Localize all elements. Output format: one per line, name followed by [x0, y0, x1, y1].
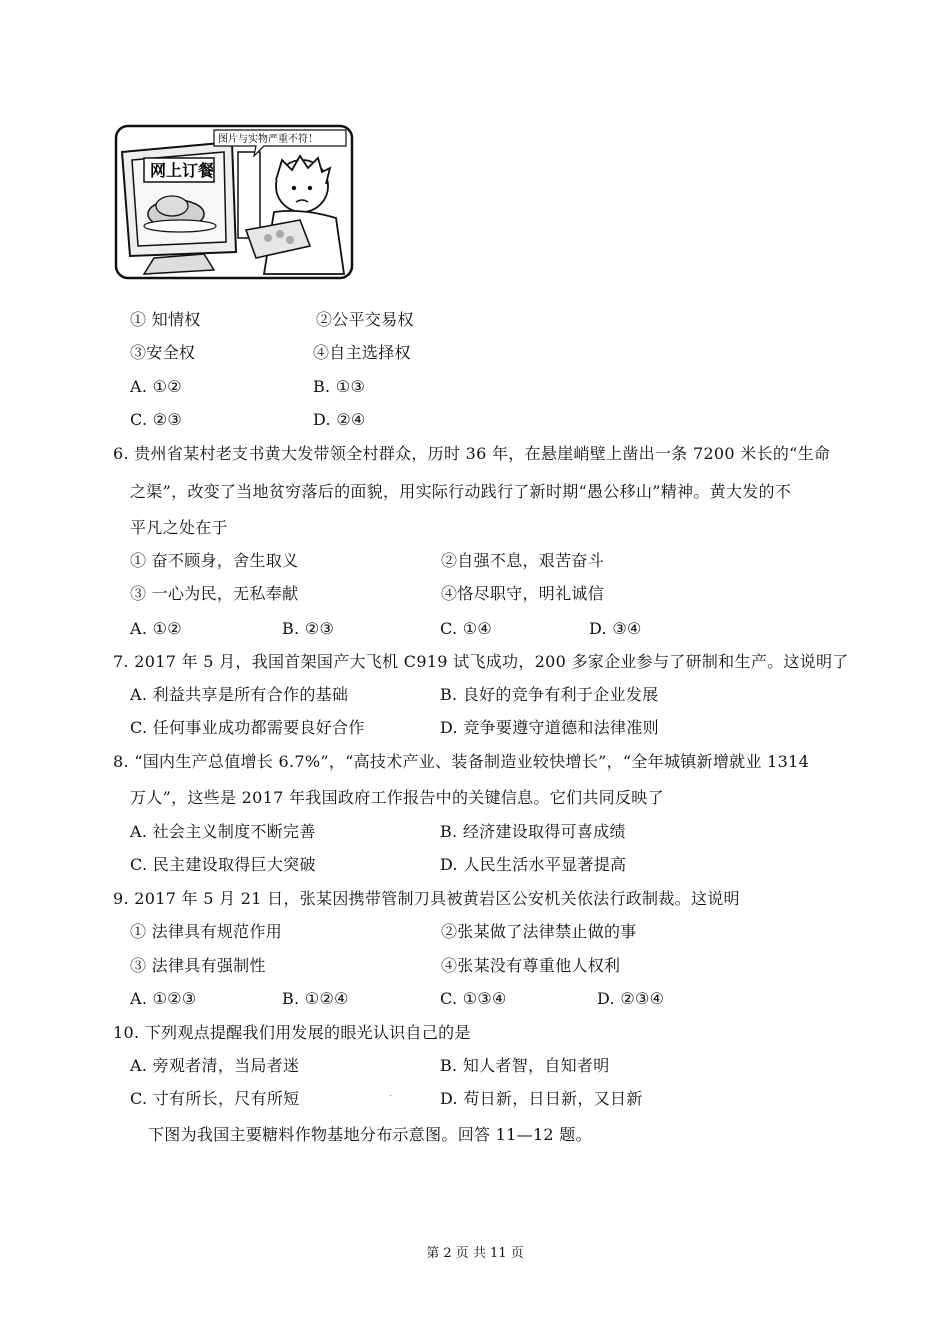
cartoon-illustration — [114, 124, 354, 280]
page-footer: 第 2 页 共 11 页 — [426, 1246, 524, 1261]
q6-choice-c: C. ①④ — [440, 619, 493, 638]
q9-option-2: ②张某做了法律禁止做的事 — [441, 922, 637, 941]
q6-option-3: ③ 一心为民，无私奉献 — [130, 584, 299, 603]
q7-choice-b: B. 良好的竞争有利于企业发展 — [440, 685, 659, 704]
q5-choice-d: D. ②④ — [313, 410, 366, 429]
q9-choice-a: A. ①②③ — [130, 989, 197, 1008]
q8-choice-b: B. 经济建设取得可喜成绩 — [440, 822, 626, 841]
q6-option-1: ① 奋不顾身，舍生取义 — [130, 551, 299, 570]
q8-choice-d: D. 人民生活水平显著提高 — [440, 855, 627, 874]
intro-11-12: 下图为我国主要糖料作物基地分布示意图。回答 11—12 题。 — [148, 1125, 592, 1144]
q6-stem-line1: 6. 贵州省某村老支书黄大发带领全村群众，历时 36 年，在悬崖峭壁上凿出一条 7200 米长的“生命 — [113, 444, 831, 463]
q7-stem: 7. 2017 年 5 月，我国首架国产大飞机 C919 试飞成功，200 多家企业参与了研制和生产。这说明了 — [113, 652, 849, 671]
q9-stem: 9. 2017 年 5 月 21 日，张某因携带管制刀具被黄岩区公安机关依法行政制裁。这说明 — [113, 889, 740, 908]
q8-choice-a: A. 社会主义制度不断完善 — [130, 822, 316, 841]
q6-choice-a: A. ①② — [130, 619, 182, 638]
q6-stem-line2: 之渠”，改变了当地贫穷落后的面貌，用实际行动践行了新时期“愚公移山”精神。黄大发的不 — [130, 482, 792, 501]
q9-option-4: ④张某没有尊重他人权利 — [441, 956, 621, 975]
q5-option-1: ① 知情权 — [130, 310, 201, 329]
q10-choice-c: C. 寸有所长，尺有所短 — [130, 1089, 300, 1108]
q6-choice-b: B. ②③ — [282, 619, 335, 638]
q7-choice-d: D. 竞争要遵守道德和法律准则 — [440, 718, 659, 737]
q5-option-2: ②公平交易权 — [316, 310, 414, 329]
q5-choice-c: C. ②③ — [130, 410, 183, 429]
q5-option-4: ④自主选择权 — [313, 343, 411, 362]
q8-stem-line2: 万人”，这些是 2017 年我国政府工作报告中的关键信息。它们共同反映了 — [130, 788, 664, 807]
cartoon-screen-text: 网上订餐 — [150, 161, 215, 180]
q9-choice-d: D. ②③④ — [597, 989, 665, 1008]
q10-stem: 10. 下列观点提醒我们用发展的眼光认识自己的是 — [113, 1023, 471, 1042]
cartoon-speech-text: 图片与实物严重不符！ — [218, 134, 318, 145]
q6-option-4: ④恪尽职守，明礼诚信 — [441, 584, 605, 603]
q9-choice-b: B. ①②④ — [282, 989, 349, 1008]
q10-choice-a: A. 旁观者清，当局者迷 — [130, 1056, 300, 1075]
q8-stem-line1: 8. “国内生产总值增长 6.7%”，“高技术产业、装备制造业较快增长”，“全年城镇新增就业 1314 — [113, 752, 810, 771]
q5-choice-a: A. ①② — [130, 377, 182, 396]
q10-choice-b: B. 知人者智，自知者明 — [440, 1056, 610, 1075]
q6-option-2: ②自强不息，艰苦奋斗 — [441, 551, 605, 570]
q9-choice-c: C. ①③④ — [440, 989, 507, 1008]
q9-option-3: ③ 法律具有强制性 — [130, 956, 266, 975]
stray-dot: . — [389, 1088, 393, 1099]
q7-choice-a: A. 利益共享是所有合作的基础 — [130, 685, 349, 704]
q6-choice-d: D. ③④ — [589, 619, 642, 638]
q7-choice-c: C. 任何事业成功都需要良好合作 — [130, 718, 365, 737]
q5-choice-b: B. ①③ — [313, 377, 366, 396]
q5-option-3: ③安全权 — [130, 343, 196, 362]
q8-choice-c: C. 民主建设取得巨大突破 — [130, 855, 316, 874]
q6-stem-line3: 平凡之处在于 — [130, 518, 228, 537]
q10-choice-d: D. 苟日新，日日新，又日新 — [440, 1089, 643, 1108]
q9-option-1: ① 法律具有规范作用 — [130, 922, 283, 941]
